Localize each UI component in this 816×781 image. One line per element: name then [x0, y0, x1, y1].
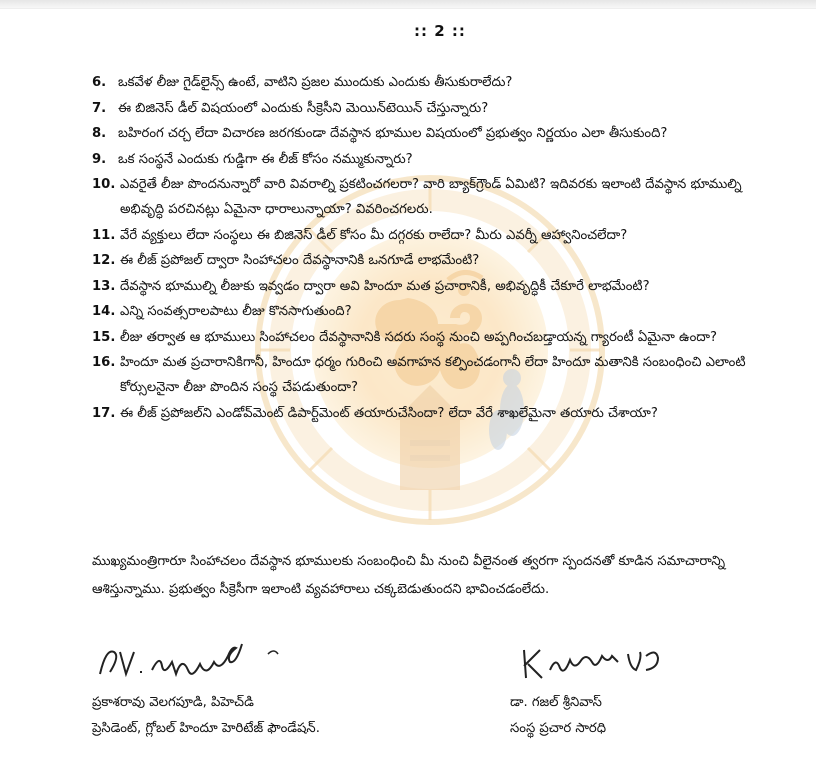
question-text: ఎవరైతే లీజు పొందనున్నారో వారి వివరాల్ని ప్రకటించగలరా? వారి బ్యాక్‌గ్రౌండ్ ఏమిటి? ఇదివరకు ఇలాంటి దేవస్థాన భూముల్ని అభివృద్ధి పరచినట్లు ఏమైనా ధారాలున్నాయా? వివరించగలరు. [120, 177, 742, 217]
signatory-name: డా. గజల్ శ్రీనివాస్ [510, 695, 602, 710]
question-text: ఒక సంస్థనే ఎందుకు గుడ్డిగా ఈ లీజ్ కోసం నమ్ముకున్నారు? [118, 151, 413, 167]
list-item [92, 274, 762, 299]
list-item [92, 401, 762, 426]
signatory-name: ప్రకాశరావు వెలగపూడి, పిహెచ్‌డి [92, 695, 254, 710]
question-text: హిందూ మత ప్రచారానికిగానీ, హిందూ ధర్మం గురించి అవగాహన కల్పించడంగానీ లేదా హిందూ మతానికి సంబంధించి ఎలాంటి కోర్సులనైనా లీజు పొందిన సంస్థ చేపడుతుందా? [120, 355, 746, 395]
signatory-title: ప్రెసిడెంట్, గ్లోబల్ హిందూ హెరిటేజ్ ఫౌండేషన్. [92, 721, 320, 736]
list-item [92, 325, 762, 350]
list-item [92, 299, 762, 324]
question-number: 16. [92, 355, 116, 370]
closing-paragraph: ముఖ్యమంత్రిగారూ సింహాచలం దేవస్థాన భూములకు సంబంధించి మీ నుంచి వీలైనంత త్వరగా స్పందనతో కూడిన సమాచారాన్ని ఆశిస్తున్నాము. ప్రభుత్వం సీక్రెసీగా ఇలాంటి వ్యవహారాలు చక్కబెడుతుందని భావించడంలేదు. [92, 554, 726, 597]
question-number: 6. [92, 75, 107, 90]
question-number: 15. [92, 329, 116, 345]
question-list [92, 70, 762, 426]
question-text: లీజు తర్వాత ఆ భూములు సింహాచలం దేవస్థానానికి సదరు సంస్థ నుంచి అప్పగించబడ్తాయన్న గ్యారంటీ ఏమైనా ఉందా? [120, 329, 717, 345]
question-text: ఒకవేళ లీజు గైడ్‌లైన్స్ ఉంటే, వాటిని ప్రజల ముందుకు ఎందుకు తీసుకురాలేదు? [118, 75, 513, 90]
list-item [92, 172, 762, 222]
question-text: ఎన్ని సంవత్సరాలపాటు లీజు కొనసాగుతుంది? [120, 304, 352, 319]
question-number: 14. [92, 304, 116, 319]
signatory-left [92, 640, 432, 742]
question-number: 10. [92, 177, 116, 192]
handwritten-signature-right-icon [510, 640, 770, 690]
question-number: 17. [92, 405, 116, 421]
handwritten-signature-left-icon [92, 640, 432, 690]
question-number: 9. [92, 151, 107, 167]
question-number: 7. [92, 100, 107, 116]
list-item [92, 70, 762, 95]
question-number: 11. [92, 227, 116, 243]
question-number: 13. [92, 278, 116, 294]
list-item [92, 248, 762, 273]
list-item [92, 350, 762, 400]
question-text: ఈ బిజినెస్ డీల్ విషయంలో ఎందుకు సీక్రెసీని మెయిన్‌టెయిన్ చేస్తున్నారు? [118, 100, 489, 116]
question-text: ఈ లీజ్ ప్రపోజల్‌ని ఎండోవ్‌మెంట్ డిపార్ట్‌మెంట్ తయారుచేసిందా? లేదా వేరే శాఖలేమైనా తయారు చేశాయా? [120, 405, 658, 421]
list-item [92, 96, 762, 121]
top-scan-strip [0, 0, 816, 9]
question-text: ఈ లీజ్ ప్రపోజల్ ద్వారా సింహాచలం దేవస్థానానికి ఒనగూడే లాభమేంటి? [120, 253, 480, 268]
list-item [92, 147, 762, 172]
list-item [92, 121, 762, 146]
question-text: దేవస్థాన భూముల్ని లీజుకు ఇవ్వడం ద్వారా అవి హిందూ మత ప్రచారానికీ, అభివృద్ధికీ చేకూరే లాభమేంటి? [120, 278, 650, 294]
signatory-right [510, 640, 770, 742]
question-text: బహిరంగ చర్చ లేదా విచారణ జరగకుండా దేవస్థాన భూముల విషయంలో ప్రభుత్వం నిర్ణయం ఎలా తీసుకుంది? [118, 126, 668, 141]
list-item [92, 223, 762, 248]
question-number: 8. [92, 126, 107, 141]
question-text: వేరే వ్యక్తులు లేదా సంస్థలు ఈ బిజినెస్ డీల్ కోసం మీ దగ్గరకు రాలేదా? మీరు ఎవర్నీ ఆహ్వానించలేదా? [120, 227, 628, 243]
question-number: 12. [92, 253, 116, 268]
signatory-title: సంస్థ ప్రచార సారధి [510, 721, 607, 736]
page-number: :: 2 :: [414, 22, 466, 40]
